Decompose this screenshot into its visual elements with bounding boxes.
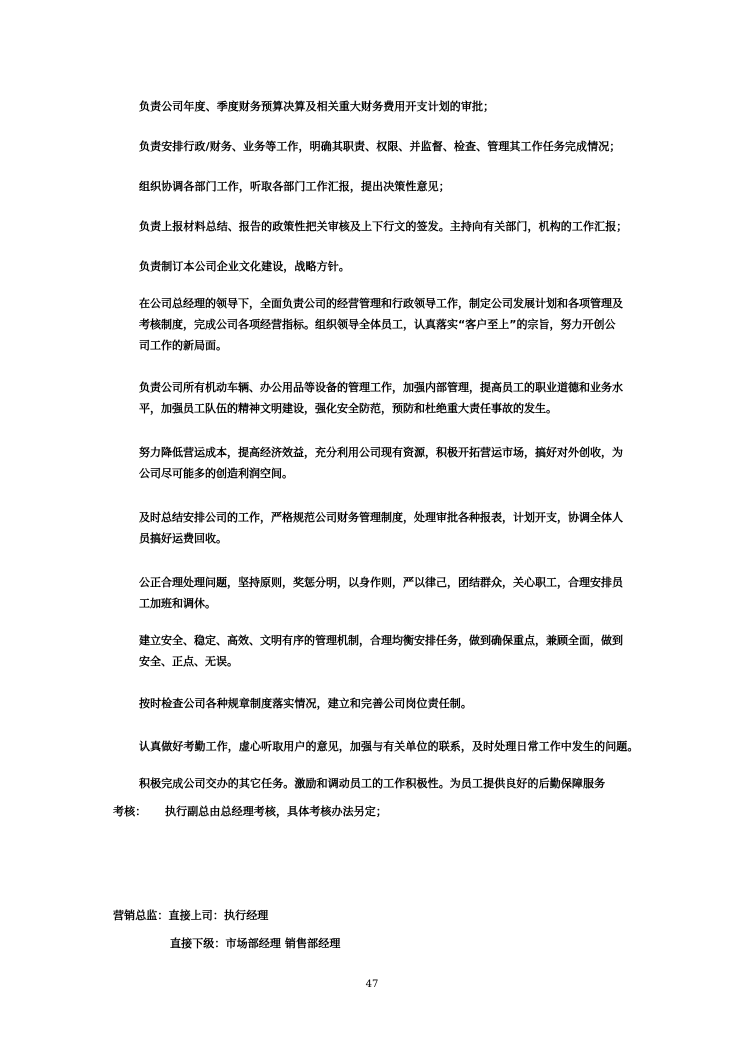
duty-line: 积极完成公司交办的其它任务。激励和调动员工的工作积极性。为员工提供良好的后勤保障服务: [139, 777, 606, 790]
duty-line: 公司尽可能多的创造利润空间。: [139, 467, 293, 480]
duty-line: 员搞好运费回收。: [139, 532, 227, 545]
duty-9: [139, 507, 639, 549]
sales-director-line-2: 直接下级：市场部经理 销售部经理: [170, 937, 341, 950]
duty-line: 及时总结安排公司的工作，严格规范公司财务管理制度，处理审批各种报表，计划开支，协调全体人: [139, 511, 623, 524]
duty-line: 负责公司年度、季度财务预算决算及相关重大财务费用开支计划的审批；: [139, 100, 495, 113]
duty-line: 工加班和调休。: [139, 597, 216, 610]
duty-11: [139, 630, 639, 672]
duty-7: [139, 377, 639, 419]
duty-line: 负责公司所有机动车辆、办公用品等设备的管理工作，加强内部管理，提高员工的职业道德和业务水: [139, 381, 623, 394]
sales-director-line-1: 营销总监：直接上司：执行经理: [113, 909, 269, 922]
duty-line: 在公司总经理的领导下，全面负责公司的经营管理和行政领导工作，制定公司发展计划和各项管理及: [139, 297, 623, 310]
duty-13: [139, 740, 639, 754]
duty-line: 平，加强员工队伍的精神文明建设，强化安全防范，预防和杜绝重大责任事故的发生。: [139, 402, 557, 415]
duty-14: [139, 777, 605, 791]
duty-10: [139, 572, 639, 614]
duty-5: [139, 260, 350, 274]
duty-line: 公正合理处理问题，坚持原则，奖惩分明，以身作则，严以律己，团结群众，关心职工，合理安排员: [139, 576, 623, 589]
duty-line: 认真做好考勤工作，虚心听取用户的意见，加强与有关单位的联系，及时处理日常工作中发生的问题。: [139, 740, 639, 753]
duty-12: [139, 697, 472, 711]
duty-line: 考核制度，完成公司各项经营指标。组织领导全体员工，认真落实“客户至上”的宗旨，努力开创公: [139, 318, 616, 331]
assessment-label: 考核：: [113, 805, 147, 818]
duty-8: [139, 442, 639, 484]
duty-2: [139, 140, 620, 154]
assessment-text: 执行副总由总经理考核，具体考核办法另定；: [165, 805, 387, 818]
duty-line: 负责安排行政/财务、业务等工作，明确其职责、权限、并监督、检查、管理其工作任务完成情况；: [139, 140, 621, 153]
duty-line: 建立安全、稳定、高效、文明有序的管理机制，合理均衡安排任务，做到确保重点，兼顾全面，做到: [139, 634, 623, 647]
duty-line: 负责制订本公司企业文化建设，战略方针。: [139, 260, 350, 273]
duty-line: 司工作的新局面。: [139, 339, 227, 352]
page-number: 47: [365, 979, 379, 990]
duty-line: 按时检查公司各种规章制度落实情况，建立和完善公司岗位责任制。: [139, 697, 472, 710]
duty-4: [139, 220, 627, 234]
duty-line: 负责上报材料总结、报告的政策性把关审核及上下行文的签发。主持向有关部门，机构的工作汇报；: [139, 220, 628, 233]
duty-6: [139, 293, 639, 356]
duty-3: [139, 180, 450, 194]
duty-line: 组织协调各部门工作，听取各部门工作汇报，提出决策性意见；: [139, 180, 450, 193]
duty-line: 努力降低营运成本，提高经济效益，充分利用公司现有资源，积极开拓营运市场，搞好对外创收，为: [139, 446, 623, 459]
duty-1: [139, 100, 494, 114]
duty-line: 安全、正点、无误。: [139, 655, 238, 668]
